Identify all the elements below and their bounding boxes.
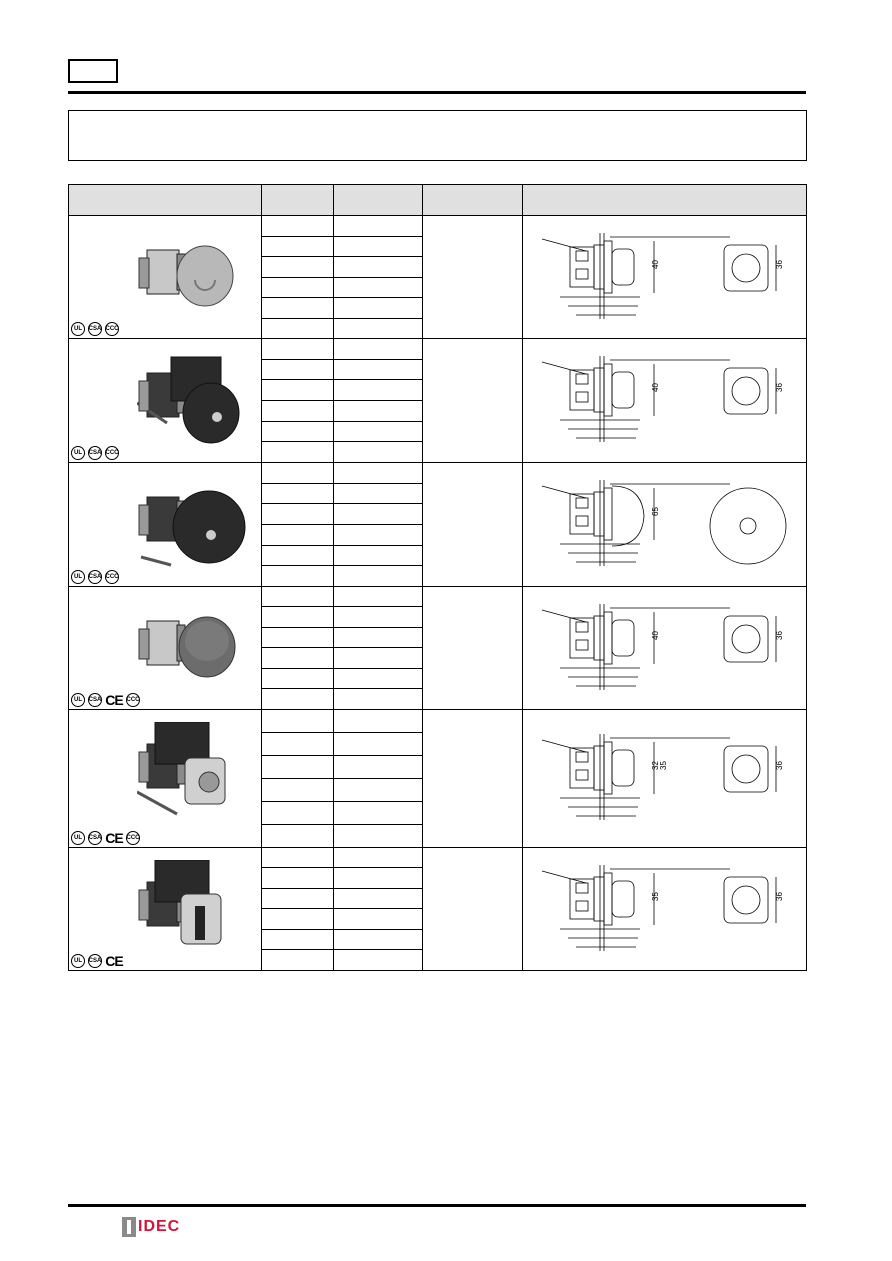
cell-col-b (334, 318, 423, 339)
cell-col-a (262, 421, 334, 442)
product-photo (137, 860, 247, 961)
product-photo-cell (69, 339, 262, 463)
dimension-label: 36 (774, 761, 784, 771)
dimension-drawing-cell (523, 462, 807, 586)
header-rule (68, 91, 806, 94)
table-body (69, 216, 807, 971)
cell-col-c (423, 709, 523, 847)
cell-col-b (334, 607, 423, 628)
cell-col-b (334, 732, 423, 755)
cell-col-c (423, 216, 523, 339)
cert-csa-icon: CSA (88, 954, 102, 968)
dimension-label: 35 (650, 891, 660, 901)
header-dimensions (523, 185, 807, 216)
cell-col-b (334, 216, 423, 237)
cell-col-b (334, 483, 423, 504)
cell-col-b (334, 627, 423, 648)
cell-col-a (262, 732, 334, 755)
cert-ccc-icon: CCC (126, 831, 140, 845)
cell-col-a (262, 929, 334, 950)
table-row (69, 462, 807, 483)
cell-col-b (334, 462, 423, 483)
cell-col-a (262, 868, 334, 889)
cert-ce-icon: CE (105, 691, 123, 708)
cell-col-b (334, 929, 423, 950)
dimension-drawing-cell (523, 847, 807, 970)
product-photo (137, 722, 247, 823)
dimension-label: 36 (774, 260, 784, 269)
cell-col-a (262, 586, 334, 607)
cert-ul-icon: UL (71, 831, 85, 845)
cell-col-b (334, 950, 423, 971)
cell-col-b (334, 359, 423, 380)
cert-ce-icon: CE (105, 829, 123, 846)
certification-marks (71, 954, 123, 968)
logo-mark-icon (122, 1217, 136, 1237)
cell-col-a (262, 236, 334, 257)
header-col-b (334, 185, 423, 216)
cell-col-a (262, 545, 334, 566)
cell-col-b (334, 888, 423, 909)
cell-col-c (423, 339, 523, 463)
dimension-label: 40 (650, 260, 660, 269)
certification-marks (71, 693, 140, 707)
product-photo-cell (69, 586, 262, 709)
product-spec-table (68, 184, 807, 971)
cell-col-b (334, 709, 423, 732)
cell-col-a (262, 668, 334, 689)
cell-col-a (262, 318, 334, 339)
cell-col-a (262, 359, 334, 380)
cert-csa-icon: CSA (88, 831, 102, 845)
cell-col-a (262, 257, 334, 278)
cell-col-b (334, 909, 423, 930)
cell-col-b (334, 545, 423, 566)
dimension-label: 36 (774, 630, 784, 640)
table-header-row (69, 185, 807, 216)
cell-col-b (334, 257, 423, 278)
cert-ccc-icon: CCC (105, 570, 119, 584)
cell-col-a (262, 524, 334, 545)
cell-col-c (423, 462, 523, 586)
cell-col-a (262, 847, 334, 868)
cell-col-b (334, 586, 423, 607)
cell-col-a (262, 462, 334, 483)
cert-csa-icon: CSA (88, 322, 102, 336)
cell-col-a (262, 801, 334, 824)
dimension-label: 65 (650, 507, 660, 517)
cell-col-a (262, 607, 334, 628)
dimension-drawing-cell (523, 216, 807, 339)
dimension-drawing-cell (523, 339, 807, 463)
cell-col-a (262, 627, 334, 648)
header-col-c (423, 185, 523, 216)
cell-col-c (423, 847, 523, 970)
cell-col-b (334, 689, 423, 710)
logo-text: IDEC (138, 1218, 181, 1235)
product-photo (137, 351, 247, 452)
cell-col-a (262, 888, 334, 909)
certification-marks (71, 831, 140, 845)
cert-ccc-icon: CCC (105, 322, 119, 336)
cell-col-c (423, 586, 523, 709)
cell-col-a (262, 566, 334, 587)
dimension-label: 32 (650, 761, 660, 771)
cell-col-a (262, 400, 334, 421)
cell-col-b (334, 648, 423, 669)
cell-col-a (262, 689, 334, 710)
product-photo-cell (69, 709, 262, 847)
dimension-label: 40 (650, 630, 660, 640)
cert-ul-icon: UL (71, 954, 85, 968)
certification-marks (71, 446, 119, 460)
cert-ul-icon: UL (71, 322, 85, 336)
cell-col-b (334, 380, 423, 401)
product-photo (137, 228, 247, 329)
cell-col-b (334, 400, 423, 421)
cell-col-b (334, 778, 423, 801)
cell-col-a (262, 909, 334, 930)
cell-col-b (334, 755, 423, 778)
page-section-tab (68, 59, 118, 83)
header-col-a (262, 185, 334, 216)
dimension-drawing-cell (523, 586, 807, 709)
cell-col-a (262, 824, 334, 847)
cell-col-a (262, 778, 334, 801)
cell-col-a (262, 950, 334, 971)
cell-col-a (262, 483, 334, 504)
cell-col-b (334, 421, 423, 442)
cert-ul-icon: UL (71, 570, 85, 584)
product-photo (137, 475, 247, 576)
cell-col-b (334, 298, 423, 319)
product-photo-cell (69, 462, 262, 586)
idec-logo (122, 1217, 180, 1237)
table-row (69, 847, 807, 868)
header-photo (69, 185, 262, 216)
cell-col-a (262, 216, 334, 237)
product-photo (137, 599, 247, 700)
cell-col-a (262, 504, 334, 525)
cell-col-b (334, 277, 423, 298)
cell-col-b (334, 824, 423, 847)
cert-ccc-icon: CCC (105, 446, 119, 460)
table-row (69, 216, 807, 237)
cert-csa-icon: CSA (88, 570, 102, 584)
table-row (69, 709, 807, 732)
cell-col-b (334, 339, 423, 360)
dimension-label: 40 (650, 383, 660, 393)
cell-col-b (334, 524, 423, 545)
product-photo-cell (69, 216, 262, 339)
cell-col-b (334, 847, 423, 868)
cell-col-b (334, 801, 423, 824)
footer-rule (68, 1204, 806, 1207)
product-photo-cell (69, 847, 262, 970)
cell-col-a (262, 298, 334, 319)
cell-col-a (262, 339, 334, 360)
cell-col-b (334, 504, 423, 525)
dimension-label: 36 (774, 383, 784, 393)
dimension-label: 36 (774, 891, 784, 901)
cert-ul-icon: UL (71, 693, 85, 707)
cell-col-a (262, 755, 334, 778)
cert-csa-icon: CSA (88, 693, 102, 707)
table-row (69, 586, 807, 607)
info-box (68, 110, 807, 161)
cell-col-a (262, 277, 334, 298)
cell-col-a (262, 442, 334, 463)
certification-marks (71, 570, 119, 584)
cell-col-a (262, 380, 334, 401)
cell-col-b (334, 566, 423, 587)
cell-col-b (334, 668, 423, 689)
table-row (69, 339, 807, 360)
cell-col-b (334, 442, 423, 463)
cell-col-b (334, 236, 423, 257)
cert-ccc-icon: CCC (126, 693, 140, 707)
certification-marks (71, 322, 119, 336)
dimension-drawing-cell (523, 709, 807, 847)
cell-col-a (262, 648, 334, 669)
cell-col-b (334, 868, 423, 889)
dimension-label: 35 (658, 761, 668, 771)
cert-csa-icon: CSA (88, 446, 102, 460)
cell-col-a (262, 709, 334, 732)
cert-ce-icon: CE (105, 952, 123, 969)
cert-ul-icon: UL (71, 446, 85, 460)
